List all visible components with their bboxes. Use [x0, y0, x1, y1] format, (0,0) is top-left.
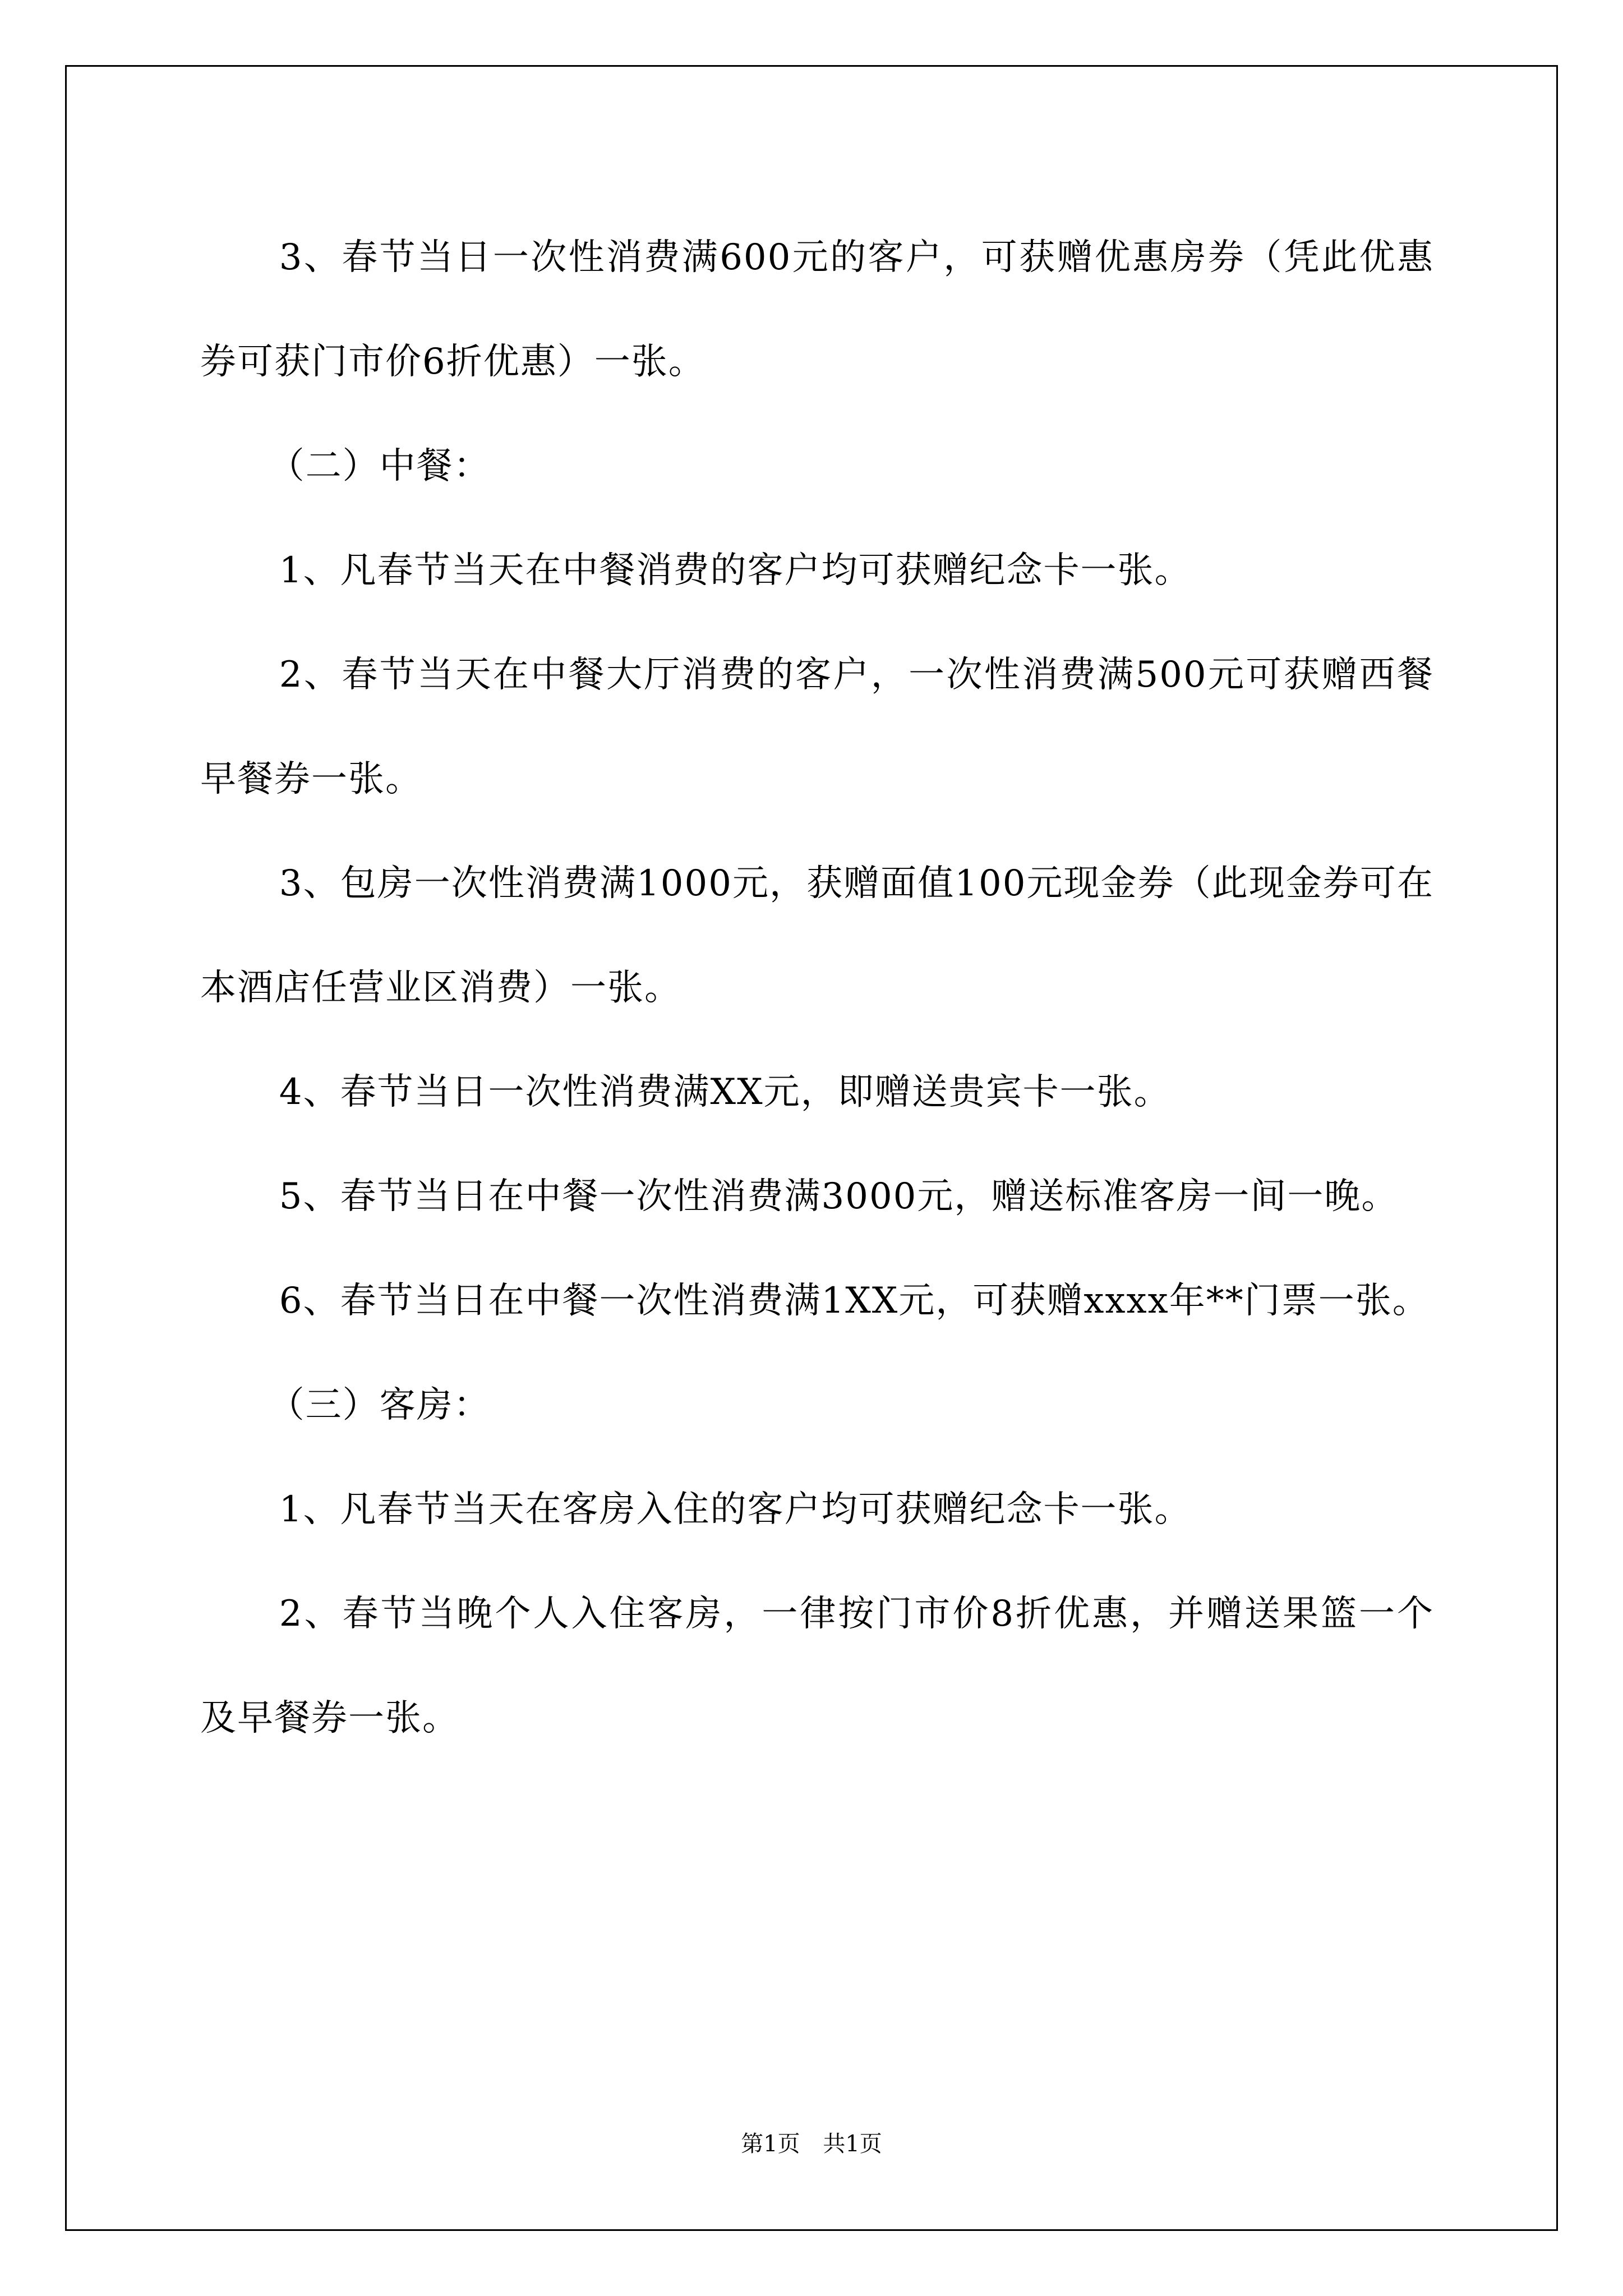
section-heading-rooms: （三）客房：	[268, 1384, 491, 1426]
page-total: 共1页	[823, 2131, 882, 2157]
page-number: 第1页	[741, 2131, 800, 2157]
page-footer	[0, 2126, 1623, 2158]
paragraph-lunch-item-3: 3、包房一次性消费满1000元，获赠面值100元现金券（此现金券可在本酒店任营业区消费）一张。	[200, 863, 1434, 1009]
paragraph-lunch-item-6: 6、春节当日在中餐一次性消费满1XX元，可获赠xxxx年**门票一张。	[279, 1280, 1430, 1322]
paragraph-rooms-item-2: 2、春节当晚个人入住客房，一律按门市价8折优惠，并赠送果篮一个及早餐券一张。	[200, 1593, 1434, 1739]
section-heading-lunch: （二）中餐：	[268, 445, 491, 487]
paragraph-rooms-item-1: 1、凡春节当天在客房入住的客户均可获赠纪念卡一张。	[279, 1489, 1192, 1530]
paragraph-lunch-item-4: 4、春节当日一次性消费满XX元，即赠送贵宾卡一张。	[279, 1071, 1171, 1113]
paragraph-lunch-item-5: 5、春节当日在中餐一次性消费满3000元，赠送标准客房一间一晚。	[279, 1176, 1399, 1217]
paragraph-lunch-item-1: 1、凡春节当天在中餐消费的客户均可获赠纪念卡一张。	[279, 550, 1192, 591]
paragraph-item-3-coupon: 3、春节当日一次性消费满600元的客户，可获赠优惠房券（凭此优惠券可获门市价6折优惠）一张。	[200, 237, 1434, 383]
document-body	[200, 205, 1434, 1770]
paragraph-lunch-item-2: 2、春节当天在中餐大厅消费的客户，一次性消费满500元可获赠西餐早餐券一张。	[200, 654, 1434, 800]
